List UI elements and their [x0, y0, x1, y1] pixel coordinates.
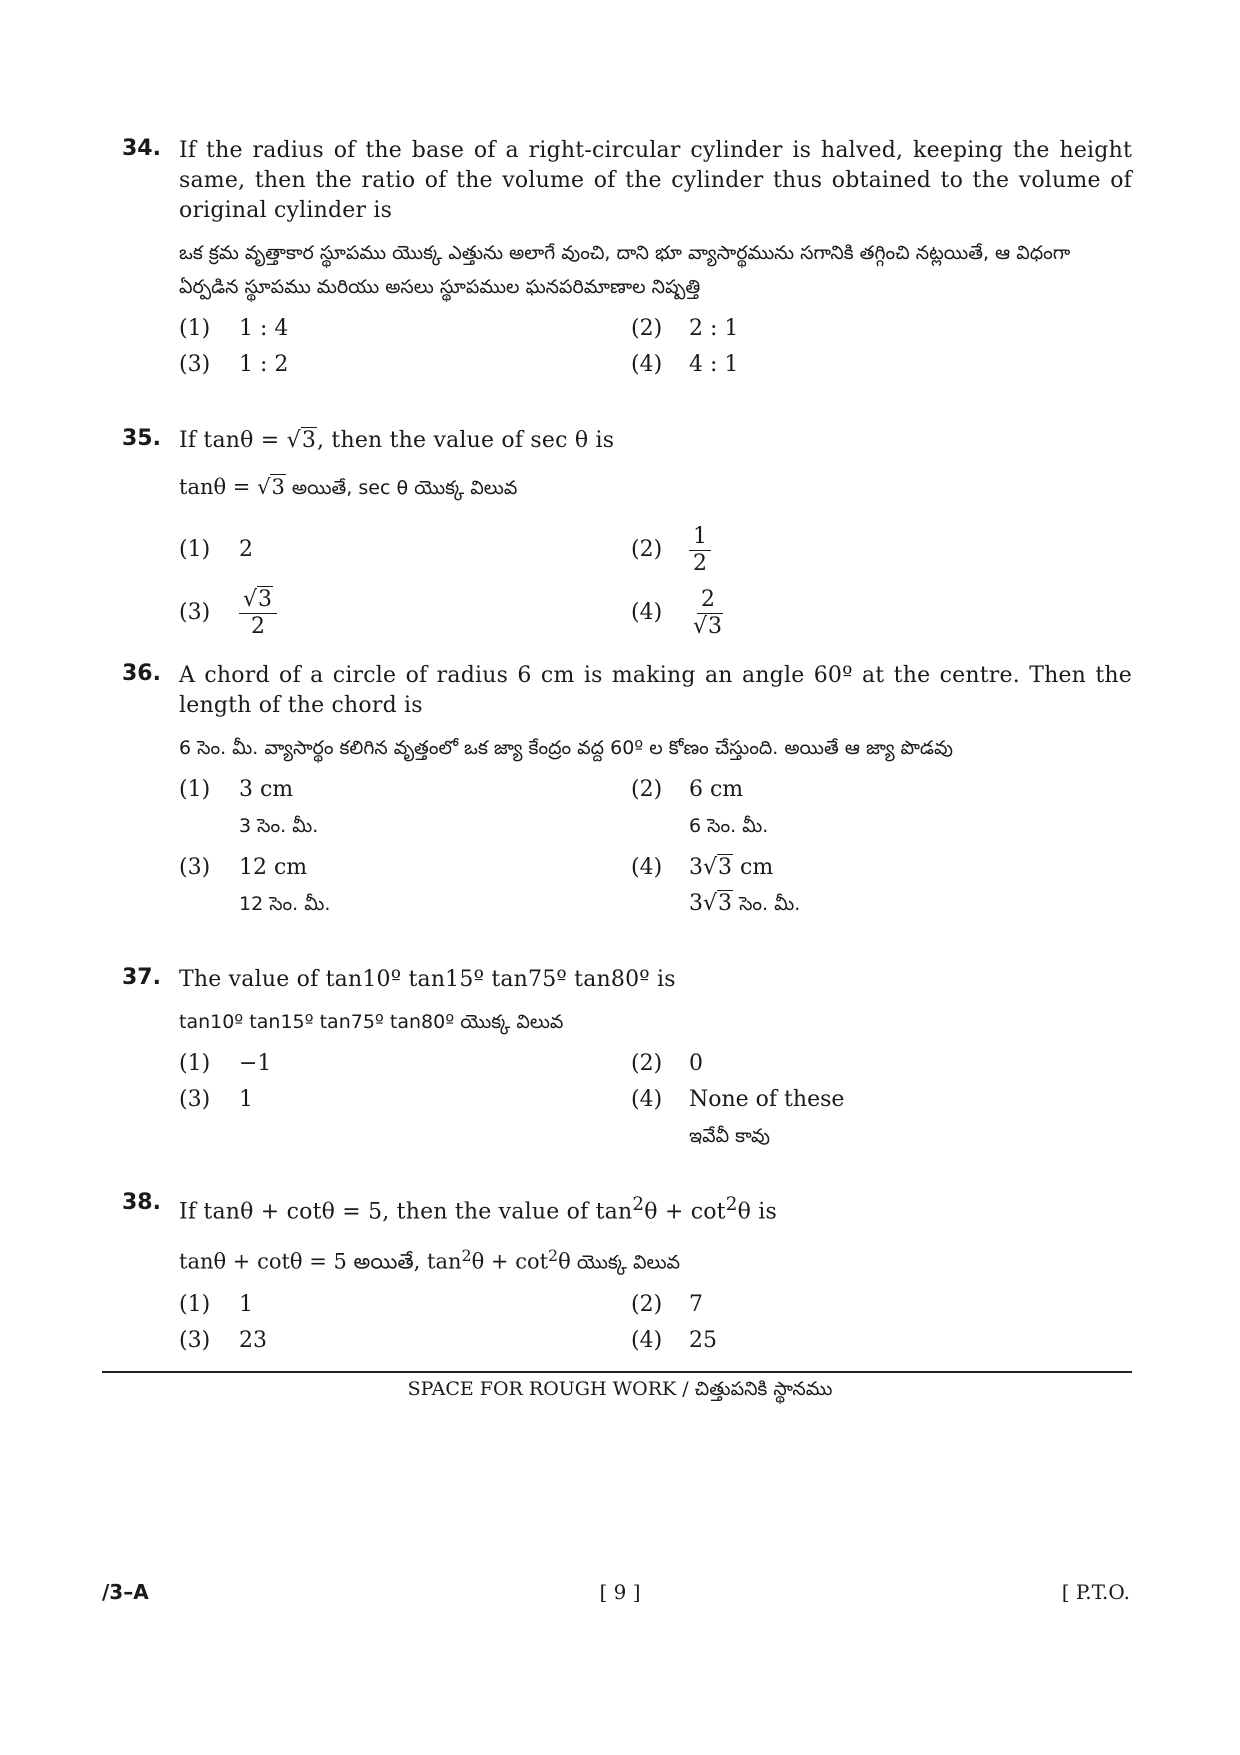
options-row [179, 1288, 1132, 1324]
text-fragment: 3 [689, 855, 703, 880]
text-fragment: , then the value of sec θ is [317, 428, 615, 453]
options [179, 312, 1132, 384]
option-value: 6 cm [689, 777, 744, 802]
square-root: √3 [243, 586, 273, 612]
square-root: √3 [286, 428, 317, 453]
option-value [239, 581, 277, 645]
text-fragment: is [751, 1199, 777, 1225]
radicand: 3 [301, 428, 317, 453]
option-number: (3) [179, 1327, 211, 1353]
option-number: (2) [631, 777, 663, 802]
text-fragment: సెం. మీ. [733, 893, 801, 915]
square-root: √3 [693, 613, 723, 639]
text-fragment: యొక్క విలువ [570, 1251, 681, 1274]
options-row [179, 1324, 1132, 1360]
text-fragment: θ [558, 1249, 571, 1274]
option-number: (1) [179, 777, 211, 802]
option-number: (2) [631, 316, 663, 341]
option-number: (2) [631, 537, 663, 562]
question-text-english: The value of tan10º tan15º tan75º tan80º is [179, 967, 676, 992]
text-fragment: అయితే, sec θ యొక్క విలువ [285, 477, 518, 499]
text-fragment: tanθ + cotθ = 5 అయితే, [179, 1249, 428, 1274]
option-value: None of these [689, 1087, 845, 1112]
fraction [689, 587, 727, 640]
option-number: (2) [631, 1051, 663, 1076]
options-row [179, 312, 1132, 348]
option-number: (3) [179, 1087, 211, 1112]
please-turn-over: [ P.T.O. [1061, 1580, 1130, 1604]
option-number: (3) [179, 352, 211, 377]
fraction [689, 524, 711, 577]
options-row [179, 851, 1132, 887]
exponent: 2 [632, 1194, 645, 1215]
option-value [689, 519, 711, 581]
option-value-telugu [689, 887, 800, 921]
question-text-english [179, 1190, 1132, 1227]
options [179, 773, 1132, 929]
radicand: 3 [258, 586, 273, 612]
options [179, 519, 1132, 645]
exponent: 2 [548, 1246, 559, 1266]
denominator: 2 [251, 613, 266, 639]
question-text-telugu: ఒక క్రమ వృత్తాకార స్థూపము యొక్క ఎత్తును అలాగే వుంచి, దాని భూ వ్యాసార్థమును సగానికి తగ్గించి నట్లయితే, ఆ విధంగా ఏర్పడిన స్థూపము మరియు అసలు స్థూపముల ఘనపరిమాణాల నిష్పత్తి [179, 242, 1071, 298]
booklet-code: /3–A [102, 1580, 149, 1604]
option-number: (4) [631, 1087, 663, 1112]
text-fragment: tan [427, 1249, 462, 1274]
question-38 [122, 1190, 1132, 1360]
radicand: 3 [708, 613, 723, 639]
option-value-telugu: ఇవేవీ కావు [689, 1125, 770, 1147]
options-row [179, 348, 1132, 384]
option-value: 4 : 1 [689, 352, 739, 377]
numerator: 1 [689, 524, 711, 551]
text-fragment: tan [595, 1199, 633, 1225]
square-root: √3 [703, 855, 733, 880]
square-root: √3 [703, 891, 733, 916]
option-value [689, 851, 773, 885]
question-text-telugu [179, 470, 1132, 505]
text-fragment: θ + cot [644, 1199, 726, 1225]
text-fragment: If tanθ = [179, 428, 287, 453]
text-fragment: 3 [689, 891, 703, 916]
question-text-telugu: tan10º tan15º tan75º tan80º యొక్క విలువ [179, 1011, 564, 1033]
text-fragment: θ + cot [471, 1249, 549, 1274]
options-row [179, 581, 1132, 645]
option-value: 3 cm [239, 777, 294, 802]
option-number: (4) [631, 1327, 663, 1353]
page-number: [ 9 ] [599, 1580, 641, 1604]
question-35 [122, 426, 1132, 645]
option-value: 1 : 2 [239, 352, 289, 377]
exponent: 2 [725, 1194, 738, 1215]
numerator: 2 [697, 587, 719, 614]
question-number: 36. [122, 661, 161, 686]
divider-line [102, 1371, 1132, 1373]
options-row [179, 519, 1132, 581]
options-row [179, 809, 1132, 851]
option-number: (1) [179, 316, 211, 341]
numerator [239, 587, 277, 614]
options-row [179, 1119, 1132, 1159]
text-fragment: If tanθ + cotθ = 5, then the value of [179, 1199, 596, 1225]
option-number: (4) [631, 352, 663, 377]
option-value: 25 [689, 1327, 717, 1353]
radicand: 3 [718, 855, 733, 880]
option-value: 12 cm [239, 855, 308, 880]
question-number: 35. [122, 426, 161, 451]
text-fragment: cm [733, 855, 774, 880]
options-row [179, 887, 1132, 929]
question-36 [122, 661, 1132, 929]
square-root: √3 [257, 475, 285, 499]
option-value-telugu: 6 సెం. మీ. [689, 815, 769, 837]
option-number: (4) [631, 600, 663, 625]
option-value: 2 [239, 537, 253, 562]
question-37 [122, 965, 1132, 1159]
question-number: 38. [122, 1190, 161, 1215]
denominator [689, 614, 727, 640]
option-value [689, 581, 727, 645]
question-text-telugu [179, 1239, 1132, 1279]
question-text-english [179, 426, 1132, 456]
option-number: (1) [179, 537, 211, 562]
option-value: 1 [239, 1087, 253, 1112]
question-text-english: A chord of a circle of radius 6 cm is making an angle 60º at the centre. Then the length of the chord is [179, 663, 1132, 718]
options [179, 1288, 1132, 1360]
question-text-english: If the radius of the base of a right-circular cylinder is halved, keeping the height same, then the ratio of the volume of the cylinder thus obtained to the volume of original cylinder is [179, 138, 1132, 223]
options-row [179, 1083, 1132, 1119]
option-value: 23 [239, 1327, 267, 1353]
fraction [239, 587, 277, 640]
question-text-telugu: 6 సెం. మీ. వ్యాసార్థం కలిగిన వృత్తంలో ఒక జ్యా కేంద్రం వద్ద 60º ల కోణం చేస్తుంది. అయితే ఆ జ్యా పొడవు [179, 737, 953, 759]
question-number: 34. [122, 136, 161, 161]
option-value: 0 [689, 1051, 703, 1076]
rough-work-label: SPACE FOR ROUGH WORK / చిత్తుపనికి స్థానము [407, 1378, 833, 1400]
option-number: (1) [179, 1051, 211, 1076]
text-fragment: θ [737, 1199, 752, 1225]
text-fragment: tanθ = [179, 475, 258, 499]
option-value: 2 : 1 [689, 316, 739, 341]
radicand: 3 [271, 475, 285, 499]
option-value-telugu: 12 సెం. మీ. [239, 893, 331, 915]
option-value: −1 [239, 1051, 272, 1076]
option-value: 7 [689, 1291, 703, 1317]
option-number: (1) [179, 1291, 211, 1317]
options-row [179, 773, 1132, 809]
option-value: 1 : 4 [239, 316, 289, 341]
option-value-telugu: 3 సెం. మీ. [239, 815, 319, 837]
radicand: 3 [718, 891, 733, 916]
option-number: (3) [179, 855, 211, 880]
denominator: 2 [693, 550, 707, 576]
option-value: 1 [239, 1291, 253, 1317]
options-row [179, 1047, 1132, 1083]
options [179, 1047, 1132, 1159]
question-34 [122, 136, 1132, 384]
option-number: (2) [631, 1291, 663, 1317]
question-number: 37. [122, 965, 161, 990]
option-number: (4) [631, 855, 663, 880]
option-number: (3) [179, 600, 211, 625]
exponent: 2 [461, 1246, 472, 1266]
